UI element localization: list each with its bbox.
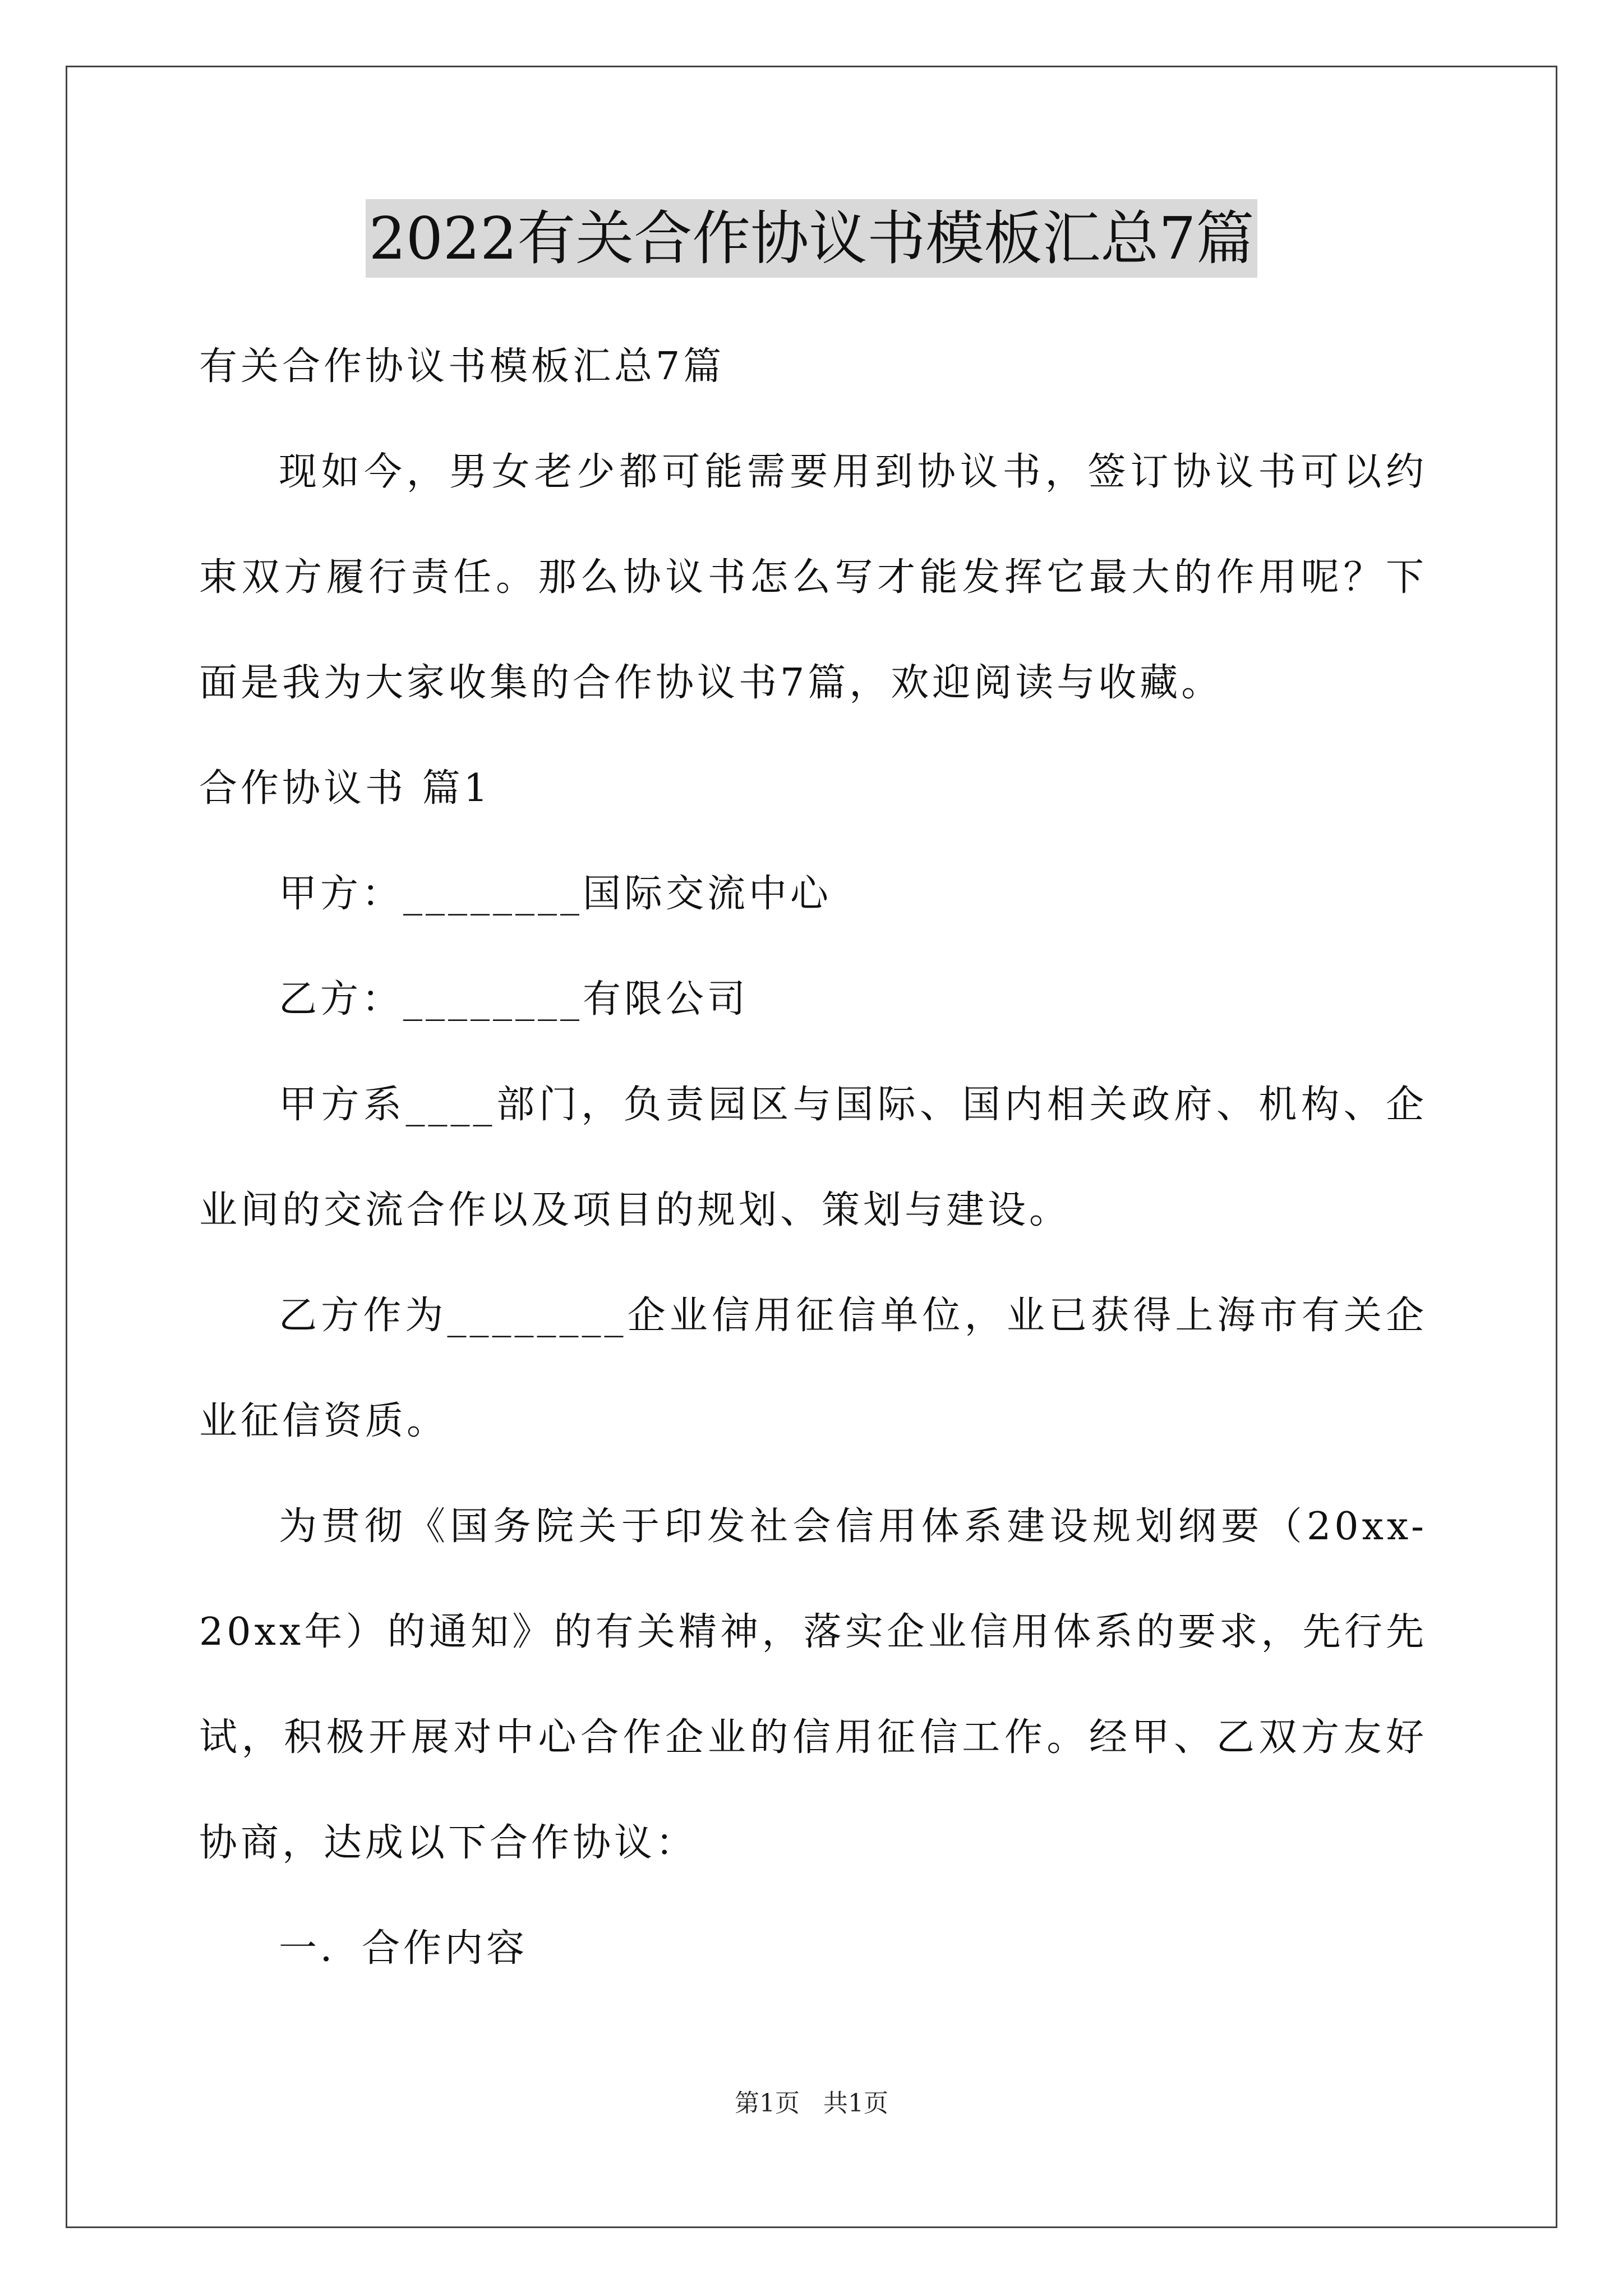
document-body — [199, 314, 1427, 2001]
intro-paragraph: 现如今，男女老少都可能需要用到协议书，签订协议书可以约束双方履行责任。那么协议书怎么写才能发挥它最大的作用呢？下面是我为大家收集的合作协议书7篇，欢迎阅读与收藏。 — [199, 450, 1427, 705]
page-footer — [0, 2087, 1623, 2120]
party-a-description: 甲方系____部门，负责园区与国际、国内相关政府、机构、企业间的交流合作以及项目的规划、策划与建设。 — [199, 1083, 1427, 1232]
party-b-description: 乙方作为________企业信用征信单位，业已获得上海市有关企业征信资质。 — [199, 1294, 1427, 1443]
section-heading: 合作协议书 篇1 — [199, 766, 491, 811]
page-total: 共1页 — [823, 2089, 888, 2118]
clause-heading: 一．合作内容 — [279, 1926, 528, 1971]
subtitle-paragraph: 有关合作协议书模板汇总7篇 — [199, 344, 725, 389]
purpose-paragraph: 为贯彻《国务院关于印发社会信用体系建设规划纲要（20xx-20xx年）的通知》的有关精神，落实企业信用体系的要求，先行先试，积极开展对中心合作企业的信用征信工作。经甲、乙双方友好协商，达成以下合作协议： — [199, 1504, 1427, 1865]
document-title: 2022有关合作协议书模板汇总7篇 — [366, 199, 1258, 278]
party-a-line: 甲方：________国际交流中心 — [279, 872, 832, 916]
title-container — [0, 199, 1623, 278]
page-number: 第1页 — [735, 2089, 800, 2118]
party-b-line: 乙方：________有限公司 — [279, 977, 749, 1022]
